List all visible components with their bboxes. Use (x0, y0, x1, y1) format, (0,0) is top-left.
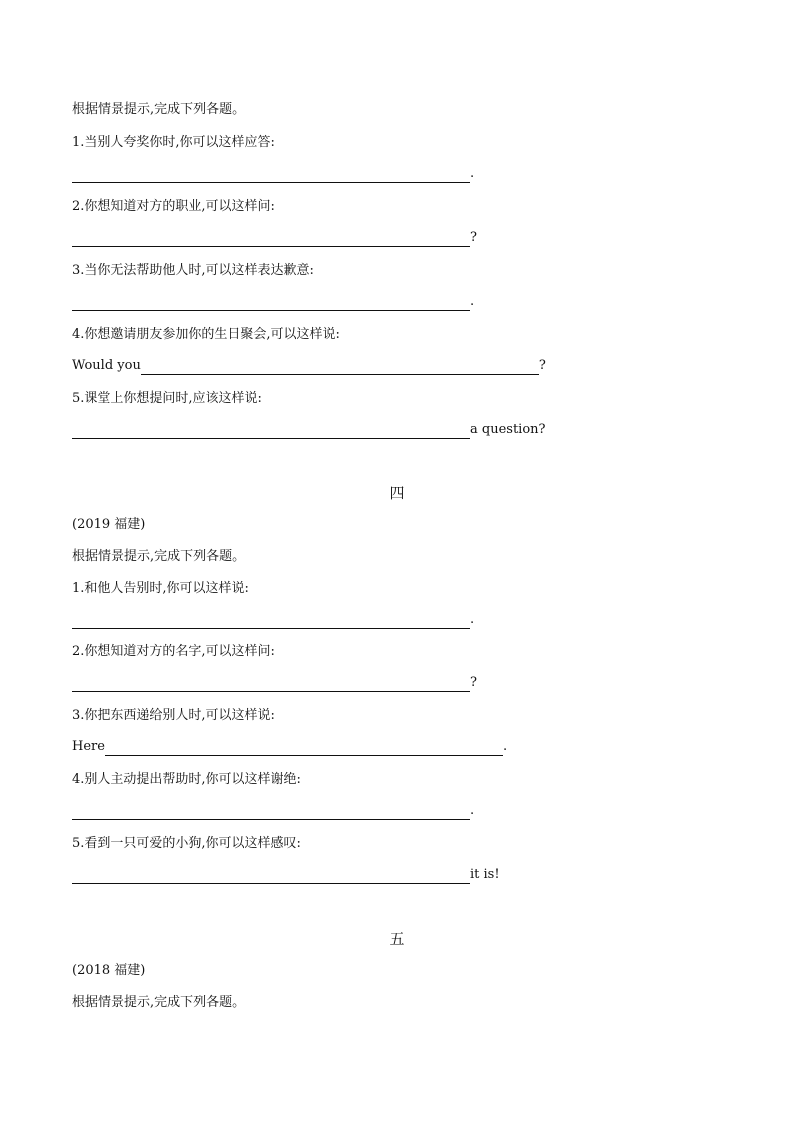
question-prompt: 5.课堂上你想提问时,应该这样说: (72, 391, 262, 406)
answer-line (72, 293, 474, 311)
section-source: (2019 福建) (72, 517, 146, 532)
answer-prefix: Would you (72, 358, 141, 373)
answer-line (72, 357, 546, 375)
section-heading: 四 (389, 484, 405, 502)
answer-blank[interactable] (105, 741, 503, 756)
answer-suffix: ? (538, 358, 546, 373)
section-heading: 五 (389, 930, 405, 948)
answer-blank[interactable] (72, 296, 470, 311)
section-source: (2018 福建) (72, 963, 146, 978)
answer-line (72, 611, 474, 629)
answer-suffix: it is! (470, 867, 500, 882)
question-prompt: 4.你想邀请朋友参加你的生日聚会,可以这样说: (72, 327, 340, 342)
answer-line (72, 866, 500, 884)
answer-suffix: ? (470, 230, 477, 245)
answer-suffix: . (470, 166, 475, 181)
answer-blank[interactable] (72, 424, 470, 439)
answer-line (72, 802, 474, 820)
question-prompt: 3.你把东西递给别人时,可以这样说: (72, 708, 275, 723)
answer-blank[interactable] (72, 232, 470, 247)
answer-suffix: ? (470, 675, 477, 690)
question-prompt: 1.和他人告别时,你可以这样说: (72, 581, 249, 596)
answer-blank[interactable] (72, 614, 470, 629)
question-prompt: 1.当别人夸奖你时,你可以这样应答: (72, 135, 275, 150)
answer-line (72, 229, 477, 247)
answer-suffix: . (470, 294, 475, 309)
answer-prefix: Here (72, 739, 105, 754)
answer-line (72, 165, 474, 183)
answer-line (72, 421, 546, 439)
answer-blank[interactable] (72, 869, 470, 884)
section-instruction: 根据情景提示,完成下列各题。 (72, 995, 246, 1010)
question-prompt: 2.你想知道对方的职业,可以这样问: (72, 199, 275, 214)
answer-blank[interactable] (72, 168, 470, 183)
answer-suffix: . (470, 803, 475, 818)
answer-blank[interactable] (72, 677, 470, 692)
answer-blank[interactable] (141, 360, 539, 375)
question-prompt: 4.别人主动提出帮助时,你可以这样谢绝: (72, 772, 301, 787)
question-prompt: 5.看到一只可爱的小狗,你可以这样感叹: (72, 836, 301, 851)
question-prompt: 2.你想知道对方的名字,可以这样问: (72, 644, 275, 659)
answer-blank[interactable] (72, 805, 470, 820)
answer-suffix: . (502, 739, 508, 754)
section-instruction: 根据情景提示,完成下列各题。 (72, 549, 246, 564)
answer-suffix: . (470, 612, 475, 627)
answer-line (72, 738, 507, 756)
section-instruction: 根据情景提示,完成下列各题。 (72, 102, 246, 117)
question-prompt: 3.当你无法帮助他人时,可以这样表达歉意: (72, 263, 314, 278)
answer-line (72, 674, 477, 692)
answer-suffix: a question? (470, 422, 546, 437)
